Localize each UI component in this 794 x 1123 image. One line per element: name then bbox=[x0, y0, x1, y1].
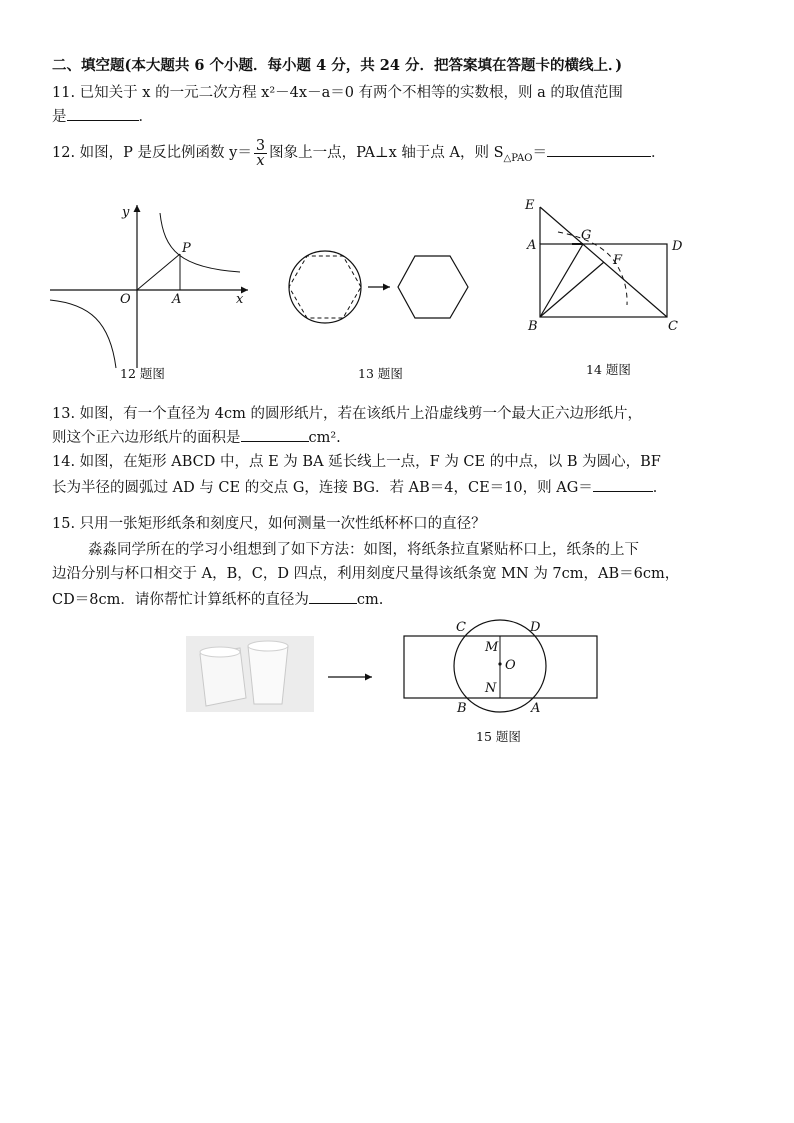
fig12-label-p: P bbox=[182, 241, 191, 256]
q12-frac-den: x bbox=[256, 152, 265, 169]
section-title: 二、填空题(本大题共 6 个小题．每小题 4 分，共 24 分．把答案填在答题卡的横线上．) bbox=[52, 57, 623, 74]
fig14-label-d: D bbox=[672, 239, 683, 254]
fig12-label-x: x bbox=[236, 292, 244, 307]
fig15-label-n: N bbox=[485, 681, 497, 696]
fig12-caption: 12 题图 bbox=[120, 366, 165, 381]
fig13-caption: 13 题图 bbox=[358, 366, 403, 381]
q15-line3: 边沿分别与杯口相交于 A，B，C，D 四点，利用刻度尺量得该纸条宽 MN 为 7cm，AB＝6cm， bbox=[52, 566, 680, 582]
q11-line2-suffix: ． bbox=[138, 109, 153, 125]
fig12-label-a: A bbox=[172, 292, 182, 307]
fig15-label-b: B bbox=[457, 701, 467, 716]
fig12-label-o: O bbox=[120, 292, 131, 307]
fig12-label-y: y bbox=[122, 205, 130, 220]
fig14-label-a: A bbox=[527, 238, 537, 253]
q14-line2-suffix: ． bbox=[652, 480, 668, 496]
q15-line2: 淼淼同学所在的学习小组想到了如下方法：如图，将纸条拉直紧贴杯口上，纸条的上下 bbox=[88, 542, 639, 558]
q13-line2-prefix: 则这个正六边形纸片的面积是 bbox=[52, 430, 241, 446]
q11-line1: 11. 已知关于 x 的一元二次方程 x²－4x－a＝0 有两个不相等的实数根，则 a 的取值范围 bbox=[52, 85, 623, 101]
fig14-label-e: E bbox=[525, 198, 535, 213]
q15-line1: 15. 只用一张矩形纸条和刻度尺，如何测量一次性纸杯杯口的直径？ bbox=[52, 516, 486, 532]
q12-eq: ＝ bbox=[532, 145, 547, 161]
q12-sub: △PAO bbox=[503, 152, 533, 164]
fig15-center-point bbox=[498, 662, 501, 665]
q13-line1: 13. 如图，有一个直径为 4cm 的圆形纸片，若在该纸片上沿虚线剪一个最大正六边形纸片， bbox=[52, 406, 642, 422]
q13-line2-suffix: cm². bbox=[308, 430, 341, 446]
q12-suffix: 图象上一点，PA⊥x 轴于点 A，则 S bbox=[269, 145, 504, 161]
fig14-label-b: B bbox=[528, 319, 538, 334]
fig15-label-d: D bbox=[530, 620, 541, 635]
q15-line4-prefix: CD＝8cm．请你帮忙计算纸杯的直径为 bbox=[52, 592, 309, 608]
fig15-label-c: C bbox=[456, 620, 466, 635]
q12-prefix: 12. 如图，P 是反比例函数 y＝ bbox=[52, 145, 252, 161]
q15-line4-suffix: cm. bbox=[356, 592, 384, 608]
q12-end: ． bbox=[650, 145, 666, 161]
fig14-label-g: G bbox=[581, 228, 592, 243]
fig15-label-o: O bbox=[505, 658, 516, 673]
q14-line1: 14. 如图，在矩形 ABCD 中，点 E 为 BA 延长线上一点，F 为 CE 的中点，以 B 为圆心，BF bbox=[52, 454, 661, 470]
q14-line2-prefix: 长为半径的圆弧过 AD 与 CE 的交点 G，连接 BG．若 AB＝4，CE＝10，则 AG＝ bbox=[52, 480, 593, 496]
q12-frac-num: 3 bbox=[255, 137, 266, 154]
fig14-caption: 14 题图 bbox=[586, 362, 631, 377]
fig15-label-a: A bbox=[531, 701, 541, 716]
q11-line2-prefix: 是 bbox=[52, 109, 67, 125]
fig15-caption: 15 题图 bbox=[476, 729, 521, 744]
fig14-label-f: F bbox=[613, 253, 623, 268]
fig14-label-c: C bbox=[668, 319, 678, 334]
fig15-label-m: M bbox=[485, 640, 499, 655]
